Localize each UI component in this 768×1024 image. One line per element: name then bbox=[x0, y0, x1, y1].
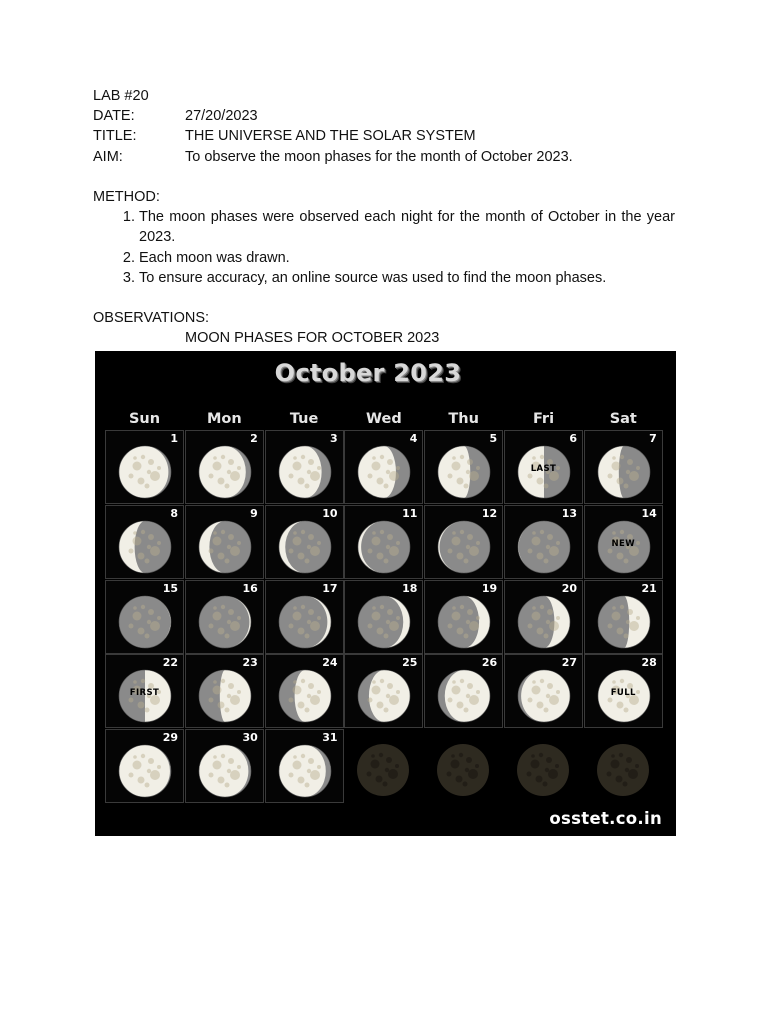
day-cell bbox=[504, 505, 583, 579]
aim-label: AIM: bbox=[93, 148, 123, 165]
aim-row bbox=[93, 147, 675, 167]
lab-number: LAB #20 bbox=[93, 88, 149, 104]
day-cell bbox=[584, 654, 663, 728]
day-number: 26 bbox=[481, 656, 498, 670]
method-list bbox=[93, 207, 675, 288]
moon-phase-icon bbox=[516, 594, 572, 650]
date-value: 27/20/2023 bbox=[185, 108, 258, 125]
moon-phase-icon bbox=[516, 668, 572, 724]
title-value: THE UNIVERSE AND THE SOLAR SYSTEM bbox=[185, 128, 476, 145]
moon-phase-icon bbox=[117, 519, 173, 575]
phase-label: LAST bbox=[530, 464, 557, 474]
moon-phase-icon bbox=[197, 444, 253, 500]
day-number: 29 bbox=[162, 731, 178, 745]
moon-phase-icon bbox=[516, 519, 572, 575]
method-heading: METHOD: bbox=[93, 188, 160, 205]
day-cell bbox=[344, 505, 423, 579]
day-number: 15 bbox=[162, 581, 178, 595]
moon-phase-icon bbox=[436, 594, 492, 650]
aim-value: To observe the moon phases for the month of October 2023. bbox=[185, 148, 573, 165]
day-number: 7 bbox=[649, 432, 657, 445]
day-cell bbox=[185, 654, 264, 728]
weekday-sat: Sat bbox=[609, 411, 637, 427]
empty-cell bbox=[504, 729, 583, 803]
moon-phase-icon bbox=[436, 519, 492, 575]
moon-phase-icon bbox=[277, 743, 333, 799]
day-cell bbox=[504, 430, 583, 504]
day-number: 11 bbox=[402, 506, 418, 520]
day-cell bbox=[424, 580, 503, 654]
moon-phase-icon bbox=[117, 743, 173, 799]
day-number: 25 bbox=[402, 656, 418, 670]
day-cell bbox=[265, 505, 344, 579]
day-number: 2 bbox=[250, 432, 258, 445]
title-row bbox=[93, 126, 675, 146]
moon-phase-icon bbox=[277, 668, 333, 724]
phase-label: FIRST bbox=[129, 688, 160, 699]
day-number: 12 bbox=[481, 506, 498, 520]
day-cell bbox=[584, 430, 663, 504]
day-cell bbox=[584, 505, 663, 579]
moon-phase-icon bbox=[436, 668, 492, 724]
empty-cell bbox=[424, 729, 503, 803]
day-number: 27 bbox=[561, 656, 577, 670]
day-cell bbox=[185, 505, 264, 579]
day-number: 8 bbox=[170, 506, 178, 520]
day-cell bbox=[424, 505, 503, 579]
day-cell bbox=[265, 729, 344, 803]
weekday-header bbox=[105, 411, 665, 431]
moon-phase-icon bbox=[277, 594, 333, 650]
day-cell bbox=[265, 654, 344, 728]
day-number: 28 bbox=[641, 656, 657, 670]
day-cell bbox=[344, 580, 423, 654]
day-number: 18 bbox=[402, 581, 418, 595]
day-number: 23 bbox=[242, 656, 258, 670]
day-number: 30 bbox=[242, 731, 258, 745]
moon-phase-calendar bbox=[95, 351, 676, 836]
day-cell bbox=[424, 654, 503, 728]
moon-phase-icon bbox=[197, 594, 253, 650]
day-number: 20 bbox=[561, 581, 577, 595]
day-number: 21 bbox=[641, 581, 657, 595]
day-number: 10 bbox=[322, 506, 338, 520]
moon-phase-icon bbox=[197, 743, 253, 799]
day-cell bbox=[424, 430, 503, 504]
day-cell bbox=[344, 654, 423, 728]
dim-moon-icon bbox=[435, 742, 491, 798]
moon-phase-icon bbox=[596, 444, 652, 500]
moon-phase-icon bbox=[596, 594, 652, 650]
method-step: 3. To ensure accuracy, an online source was used to find the moon phases. bbox=[139, 268, 675, 288]
day-cell bbox=[265, 580, 344, 654]
day-cell bbox=[105, 430, 184, 504]
moon-phase-icon bbox=[197, 519, 253, 575]
method-step: 1. The moon phases were observed each night for the month of October in the year 2023. bbox=[139, 207, 675, 247]
empty-cell bbox=[344, 729, 423, 803]
empty-cell bbox=[584, 729, 663, 803]
day-number: 9 bbox=[250, 506, 258, 520]
weekday-mon: Mon bbox=[206, 411, 242, 427]
source-watermark: osstet.co.in bbox=[549, 809, 662, 828]
observations-subtitle: MOON PHASES FOR OCTOBER 2023 bbox=[185, 330, 440, 347]
moon-phase-icon bbox=[436, 444, 492, 500]
moon-phase-icon bbox=[356, 594, 412, 650]
phase-label: FULL bbox=[610, 688, 636, 699]
day-number: 17 bbox=[322, 581, 338, 595]
date-label: DATE: bbox=[93, 108, 135, 125]
weekday-sun: Sun bbox=[128, 411, 161, 427]
weekday-fri: Fri bbox=[532, 411, 555, 427]
date-row bbox=[93, 106, 675, 126]
observations-heading: OBSERVATIONS: bbox=[93, 310, 210, 327]
day-number: 22 bbox=[162, 656, 178, 670]
day-cell bbox=[105, 580, 184, 654]
day-cell bbox=[185, 580, 264, 654]
moon-phase-icon bbox=[356, 444, 412, 500]
day-number: 13 bbox=[561, 506, 577, 520]
weekday-wed: Wed bbox=[366, 411, 402, 427]
dim-moon-icon bbox=[595, 742, 651, 798]
lab-report bbox=[93, 86, 675, 349]
day-cell bbox=[185, 430, 264, 504]
day-number: 3 bbox=[329, 432, 338, 445]
day-cell bbox=[344, 430, 423, 504]
day-cell bbox=[185, 729, 264, 803]
title-label: TITLE: bbox=[93, 128, 137, 145]
day-cell bbox=[105, 729, 184, 803]
day-number: 19 bbox=[481, 581, 498, 595]
day-number: 1 bbox=[170, 432, 178, 445]
moon-phase-icon bbox=[117, 594, 173, 650]
calendar-title: October 2023 bbox=[274, 359, 462, 387]
weekday-thu: Thu bbox=[448, 411, 479, 427]
dim-moon-icon bbox=[515, 742, 571, 798]
day-number: 24 bbox=[322, 656, 338, 670]
moon-phase-icon bbox=[356, 519, 412, 575]
day-cell bbox=[265, 430, 344, 504]
day-cell bbox=[504, 580, 583, 654]
day-cell bbox=[105, 505, 184, 579]
moon-phase-icon bbox=[277, 519, 333, 575]
moon-phase-icon bbox=[197, 668, 253, 724]
dim-moon-icon bbox=[355, 742, 411, 798]
day-number: 6 bbox=[569, 432, 577, 445]
day-number: 16 bbox=[242, 581, 258, 595]
method-step: 2. Each moon was drawn. bbox=[139, 248, 675, 268]
phase-label: NEW bbox=[611, 538, 636, 549]
day-number: 5 bbox=[489, 432, 498, 445]
day-cell bbox=[105, 654, 184, 728]
day-number: 4 bbox=[409, 432, 418, 445]
calendar-grid bbox=[105, 430, 665, 805]
weekday-tue: Tue bbox=[289, 411, 319, 427]
day-cell bbox=[504, 654, 583, 728]
day-number: 31 bbox=[322, 731, 338, 745]
moon-phase-icon bbox=[356, 668, 412, 724]
day-number: 14 bbox=[641, 506, 657, 520]
moon-phase-icon bbox=[277, 444, 333, 500]
moon-phase-icon bbox=[117, 444, 173, 500]
day-cell bbox=[584, 580, 663, 654]
